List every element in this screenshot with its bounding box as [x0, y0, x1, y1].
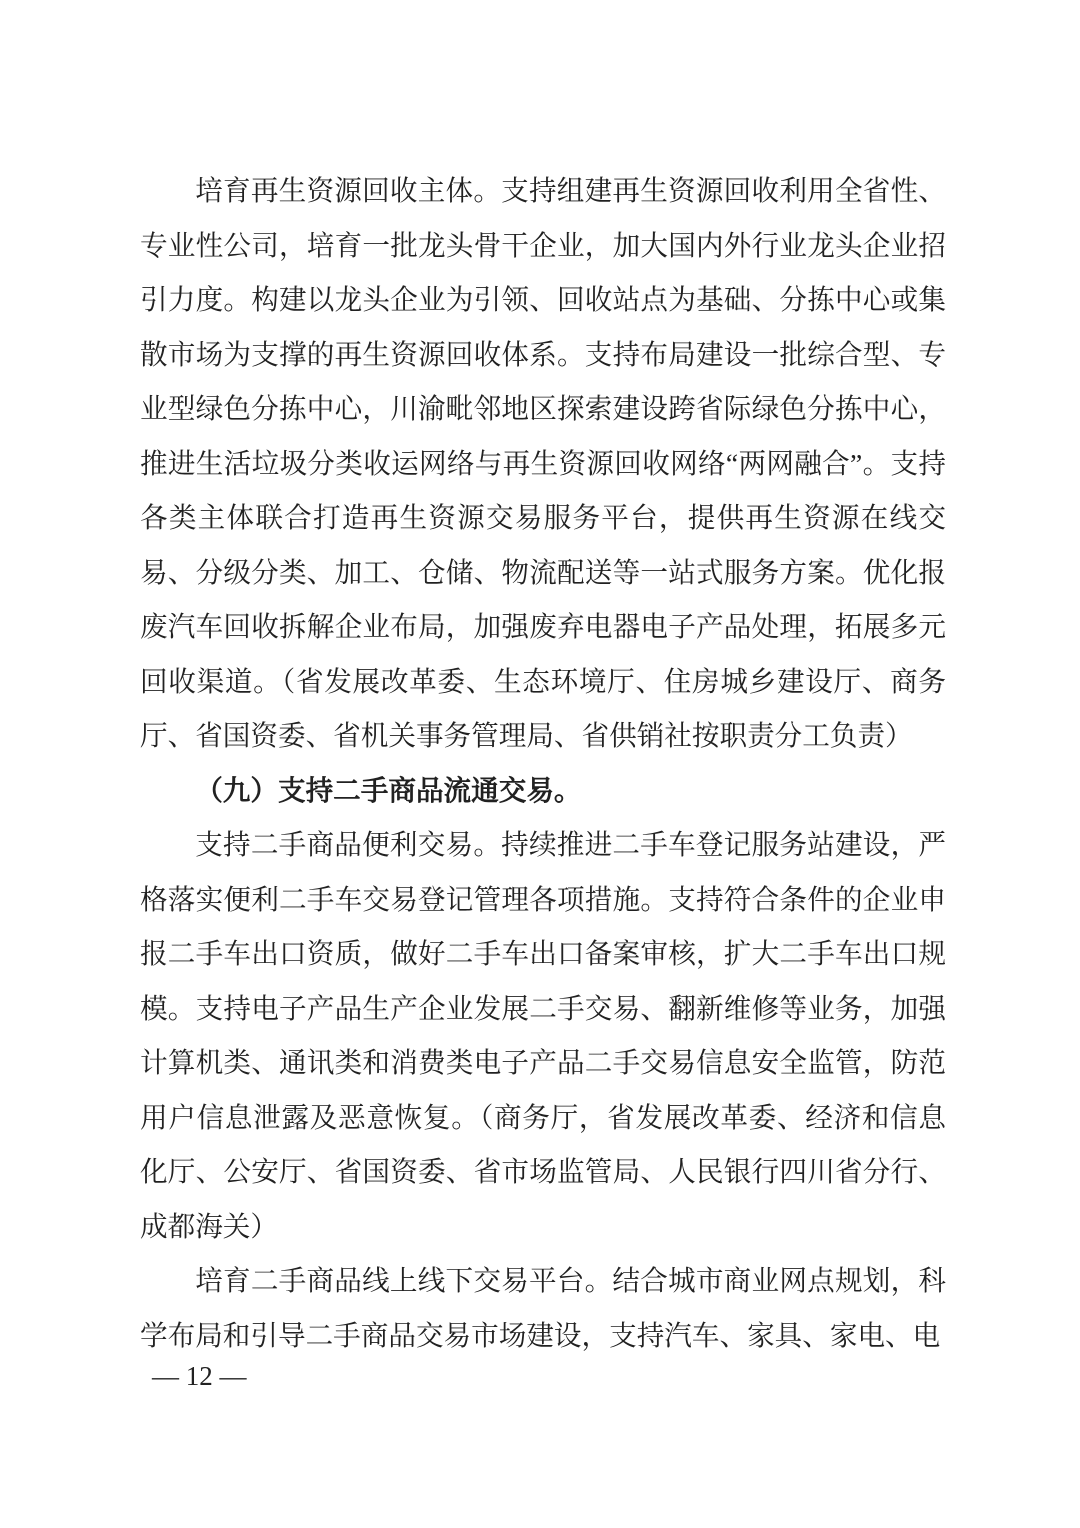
section-heading-nine: （九）支持二手商品流通交易。: [195, 774, 582, 806]
paragraph-convenient-secondhand-trading: 支持二手商品便利交易。持续推进二手车登记服务站建设，严格落实便利二手车交易登记管理各项措施。支持符合条件的企业申报二手车出口资质，做好二手车出口备案审核，扩大二手车出口规模。支持电子产品生产企业发展二手交易、翻新维修等业务，加强计算机类、通讯类和消费类电子产品二手交易信息安全监管，防范用户信息泄露及恶意恢复。（商务厅，省发展改革委、经济和信息化厅、公安厅、省国资委、省市场监管局、人民银行四川省分行、成都海关）: [140, 829, 946, 1242]
paragraph-online-offline-platforms: 培育二手商品线上线下交易平台。结合城市商业网点规划，科学布局和引导二手商品交易市场建设，支持汽车、家具、家电、电: [140, 1265, 946, 1351]
page-body-text: [140, 164, 946, 1363]
paragraph-cultivate-recycling-entities: 培育再生资源回收主体。支持组建再生资源回收利用全省性、专业性公司，培育一批龙头骨干企业，加大国内外行业龙头企业招引力度。构建以龙头企业为引领、回收站点为基础、分拣中心或集散市场为支撑的再生资源回收体系。支持布局建设一批综合型、专业型绿色分拣中心，川渝毗邻地区探索建设跨省际绿色分拣中心，推进生活垃圾分类收运网络与再生资源回收网络“两网融合”。支持各类主体联合打造再生资源交易服务平台，提供再生资源在线交易、分级分类、加工、仓储、物流配送等一站式服务方案。优化报废汽车回收拆解企业布局，加强废弃电器电子产品处理，拓展多元回收渠道。（省发展改革委、生态环境厅、住房城乡建设厅、商务厅、省国资委、省机关事务管理局、省供销社按职责分工负责）: [140, 175, 946, 751]
page-number: — 12 —: [152, 1361, 247, 1391]
